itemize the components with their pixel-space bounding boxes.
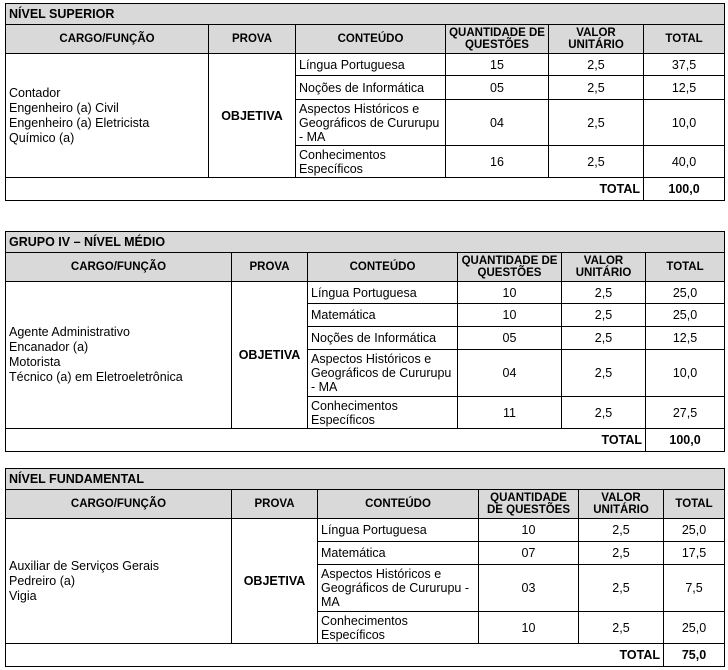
quantidade-cell: 16 bbox=[446, 146, 549, 178]
conteudo-cell: Matemática bbox=[308, 304, 458, 327]
cargo-list bbox=[6, 282, 232, 429]
table-row bbox=[6, 282, 725, 304]
cargo-item: Pedreiro (a) bbox=[9, 573, 75, 588]
cargo-list bbox=[6, 54, 209, 178]
conteudo-cell: Conhecimentos Específicos bbox=[318, 612, 479, 644]
conteudo-cell: Conhecimentos Específicos bbox=[308, 397, 458, 429]
conteudo-cell: Aspectos Históricos e Geográficos de Cururupu - MA bbox=[308, 350, 458, 397]
conteudo-cell: Noções de Informática bbox=[296, 76, 446, 100]
header-total: TOTAL bbox=[646, 253, 725, 282]
conteudo-cell: Aspectos Históricos e Geográficos de Cururupu - MA bbox=[296, 100, 446, 146]
cargo-item: Agente Administrativo bbox=[9, 325, 130, 339]
table-nivel-superior bbox=[5, 3, 725, 201]
section-title: NÍVEL SUPERIOR bbox=[6, 4, 725, 25]
conteudo-cell: Conhecimentos Específicos bbox=[296, 146, 446, 178]
valor-cell: 2,5 bbox=[562, 304, 646, 327]
conteudo-cell: Língua Portuguesa bbox=[308, 282, 458, 304]
valor-cell: 2,5 bbox=[562, 327, 646, 350]
cargo-item: Auxiliar de Serviços Gerais bbox=[9, 558, 160, 573]
section-total: 100,0 bbox=[644, 178, 725, 201]
quantidade-cell: 05 bbox=[458, 327, 562, 350]
total-cell: 25,0 bbox=[664, 519, 725, 542]
quantidade-cell: 10 bbox=[479, 519, 579, 542]
valor-cell: 2,5 bbox=[549, 54, 644, 76]
header-cargo: CARGO/FUNÇÃO bbox=[6, 253, 232, 282]
conteudo-cell: Língua Portuguesa bbox=[296, 54, 446, 76]
conteudo-cell: Noções de Informática bbox=[308, 327, 458, 350]
header-prova: PROVA bbox=[232, 253, 308, 282]
header-quantidade: QUANTIDADE DE QUESTÕES bbox=[479, 490, 579, 519]
prova-type: OBJETIVA bbox=[209, 54, 296, 178]
valor-cell: 2,5 bbox=[562, 282, 646, 304]
total-cell: 12,5 bbox=[644, 76, 725, 100]
cargo-item: Engenheiro (a) Eletricista bbox=[9, 115, 150, 130]
quantidade-cell: 05 bbox=[446, 76, 549, 100]
total-label: TOTAL bbox=[6, 644, 664, 667]
valor-cell: 2,5 bbox=[579, 565, 664, 612]
conteudo-cell: Aspectos Históricos e Geográficos de Cururupu - MA bbox=[318, 565, 479, 612]
quantidade-cell: 04 bbox=[458, 350, 562, 397]
conteudo-cell: Língua Portuguesa bbox=[318, 519, 479, 542]
cargo-item: Químico (a) bbox=[9, 130, 75, 145]
valor-cell: 2,5 bbox=[579, 612, 664, 644]
cargo-item: Motorista bbox=[9, 355, 61, 369]
table-nivel-fundamental bbox=[5, 468, 725, 667]
header-cargo: CARGO/FUNÇÃO bbox=[6, 490, 232, 519]
header-conteudo: CONTEÚDO bbox=[296, 25, 446, 54]
total-cell: 27,5 bbox=[646, 397, 725, 429]
total-cell: 25,0 bbox=[646, 282, 725, 304]
header-valor: VALOR UNITÁRIO bbox=[549, 25, 644, 54]
valor-cell: 2,5 bbox=[549, 76, 644, 100]
total-row bbox=[6, 429, 725, 452]
section-title: GRUPO IV – NÍVEL MÉDIO bbox=[6, 232, 725, 253]
cargo-list bbox=[6, 519, 232, 644]
cargo-item: Encanador (a) bbox=[9, 340, 89, 354]
header-valor: VALOR UNITÁRIO bbox=[579, 490, 664, 519]
quantidade-cell: 10 bbox=[479, 612, 579, 644]
valor-cell: 2,5 bbox=[562, 350, 646, 397]
header-conteudo: CONTEÚDO bbox=[318, 490, 479, 519]
header-prova: PROVA bbox=[209, 25, 296, 54]
header-valor: VALOR UNITÁRIO bbox=[562, 253, 646, 282]
header-total: TOTAL bbox=[664, 490, 725, 519]
valor-cell: 2,5 bbox=[562, 397, 646, 429]
header-quantidade: QUANTIDADE DE QUESTÕES bbox=[446, 25, 549, 54]
section-total: 75,0 bbox=[664, 644, 725, 667]
header-cargo: CARGO/FUNÇÃO bbox=[6, 25, 209, 54]
total-cell: 7,5 bbox=[664, 565, 725, 612]
total-label: TOTAL bbox=[6, 178, 644, 201]
header-prova: PROVA bbox=[232, 490, 318, 519]
total-cell: 40,0 bbox=[644, 146, 725, 178]
total-cell: 12,5 bbox=[646, 327, 725, 350]
cargo-item: Vigia bbox=[9, 588, 37, 603]
valor-cell: 2,5 bbox=[549, 146, 644, 178]
section-title: NÍVEL FUNDAMENTAL bbox=[6, 469, 725, 490]
header-quantidade: QUANTIDADE DE QUESTÕES bbox=[458, 253, 562, 282]
total-cell: 25,0 bbox=[646, 304, 725, 327]
total-row bbox=[6, 178, 725, 201]
quantidade-cell: 11 bbox=[458, 397, 562, 429]
total-cell: 10,0 bbox=[646, 350, 725, 397]
total-label: TOTAL bbox=[6, 429, 646, 452]
total-row bbox=[6, 644, 725, 667]
quantidade-cell: 10 bbox=[458, 304, 562, 327]
section-total: 100,0 bbox=[646, 429, 725, 452]
valor-cell: 2,5 bbox=[579, 542, 664, 565]
cargo-item: Contador bbox=[9, 85, 61, 100]
quantidade-cell: 10 bbox=[458, 282, 562, 304]
prova-type: OBJETIVA bbox=[232, 519, 318, 644]
total-cell: 37,5 bbox=[644, 54, 725, 76]
table-row bbox=[6, 54, 725, 76]
table-nivel-medio bbox=[5, 231, 725, 452]
header-total: TOTAL bbox=[644, 25, 725, 54]
total-cell: 17,5 bbox=[664, 542, 725, 565]
prova-type: OBJETIVA bbox=[232, 282, 308, 429]
conteudo-cell: Matemática bbox=[318, 542, 479, 565]
quantidade-cell: 07 bbox=[479, 542, 579, 565]
quantidade-cell: 04 bbox=[446, 100, 549, 146]
cargo-item: Técnico (a) em Eletroeletrônica bbox=[9, 370, 183, 384]
header-conteudo: CONTEÚDO bbox=[308, 253, 458, 282]
total-cell: 10,0 bbox=[644, 100, 725, 146]
valor-cell: 2,5 bbox=[549, 100, 644, 146]
valor-cell: 2,5 bbox=[579, 519, 664, 542]
total-cell: 25,0 bbox=[664, 612, 725, 644]
cargo-item: Engenheiro (a) Civil bbox=[9, 100, 119, 115]
quantidade-cell: 03 bbox=[479, 565, 579, 612]
table-row bbox=[6, 519, 725, 542]
quantidade-cell: 15 bbox=[446, 54, 549, 76]
